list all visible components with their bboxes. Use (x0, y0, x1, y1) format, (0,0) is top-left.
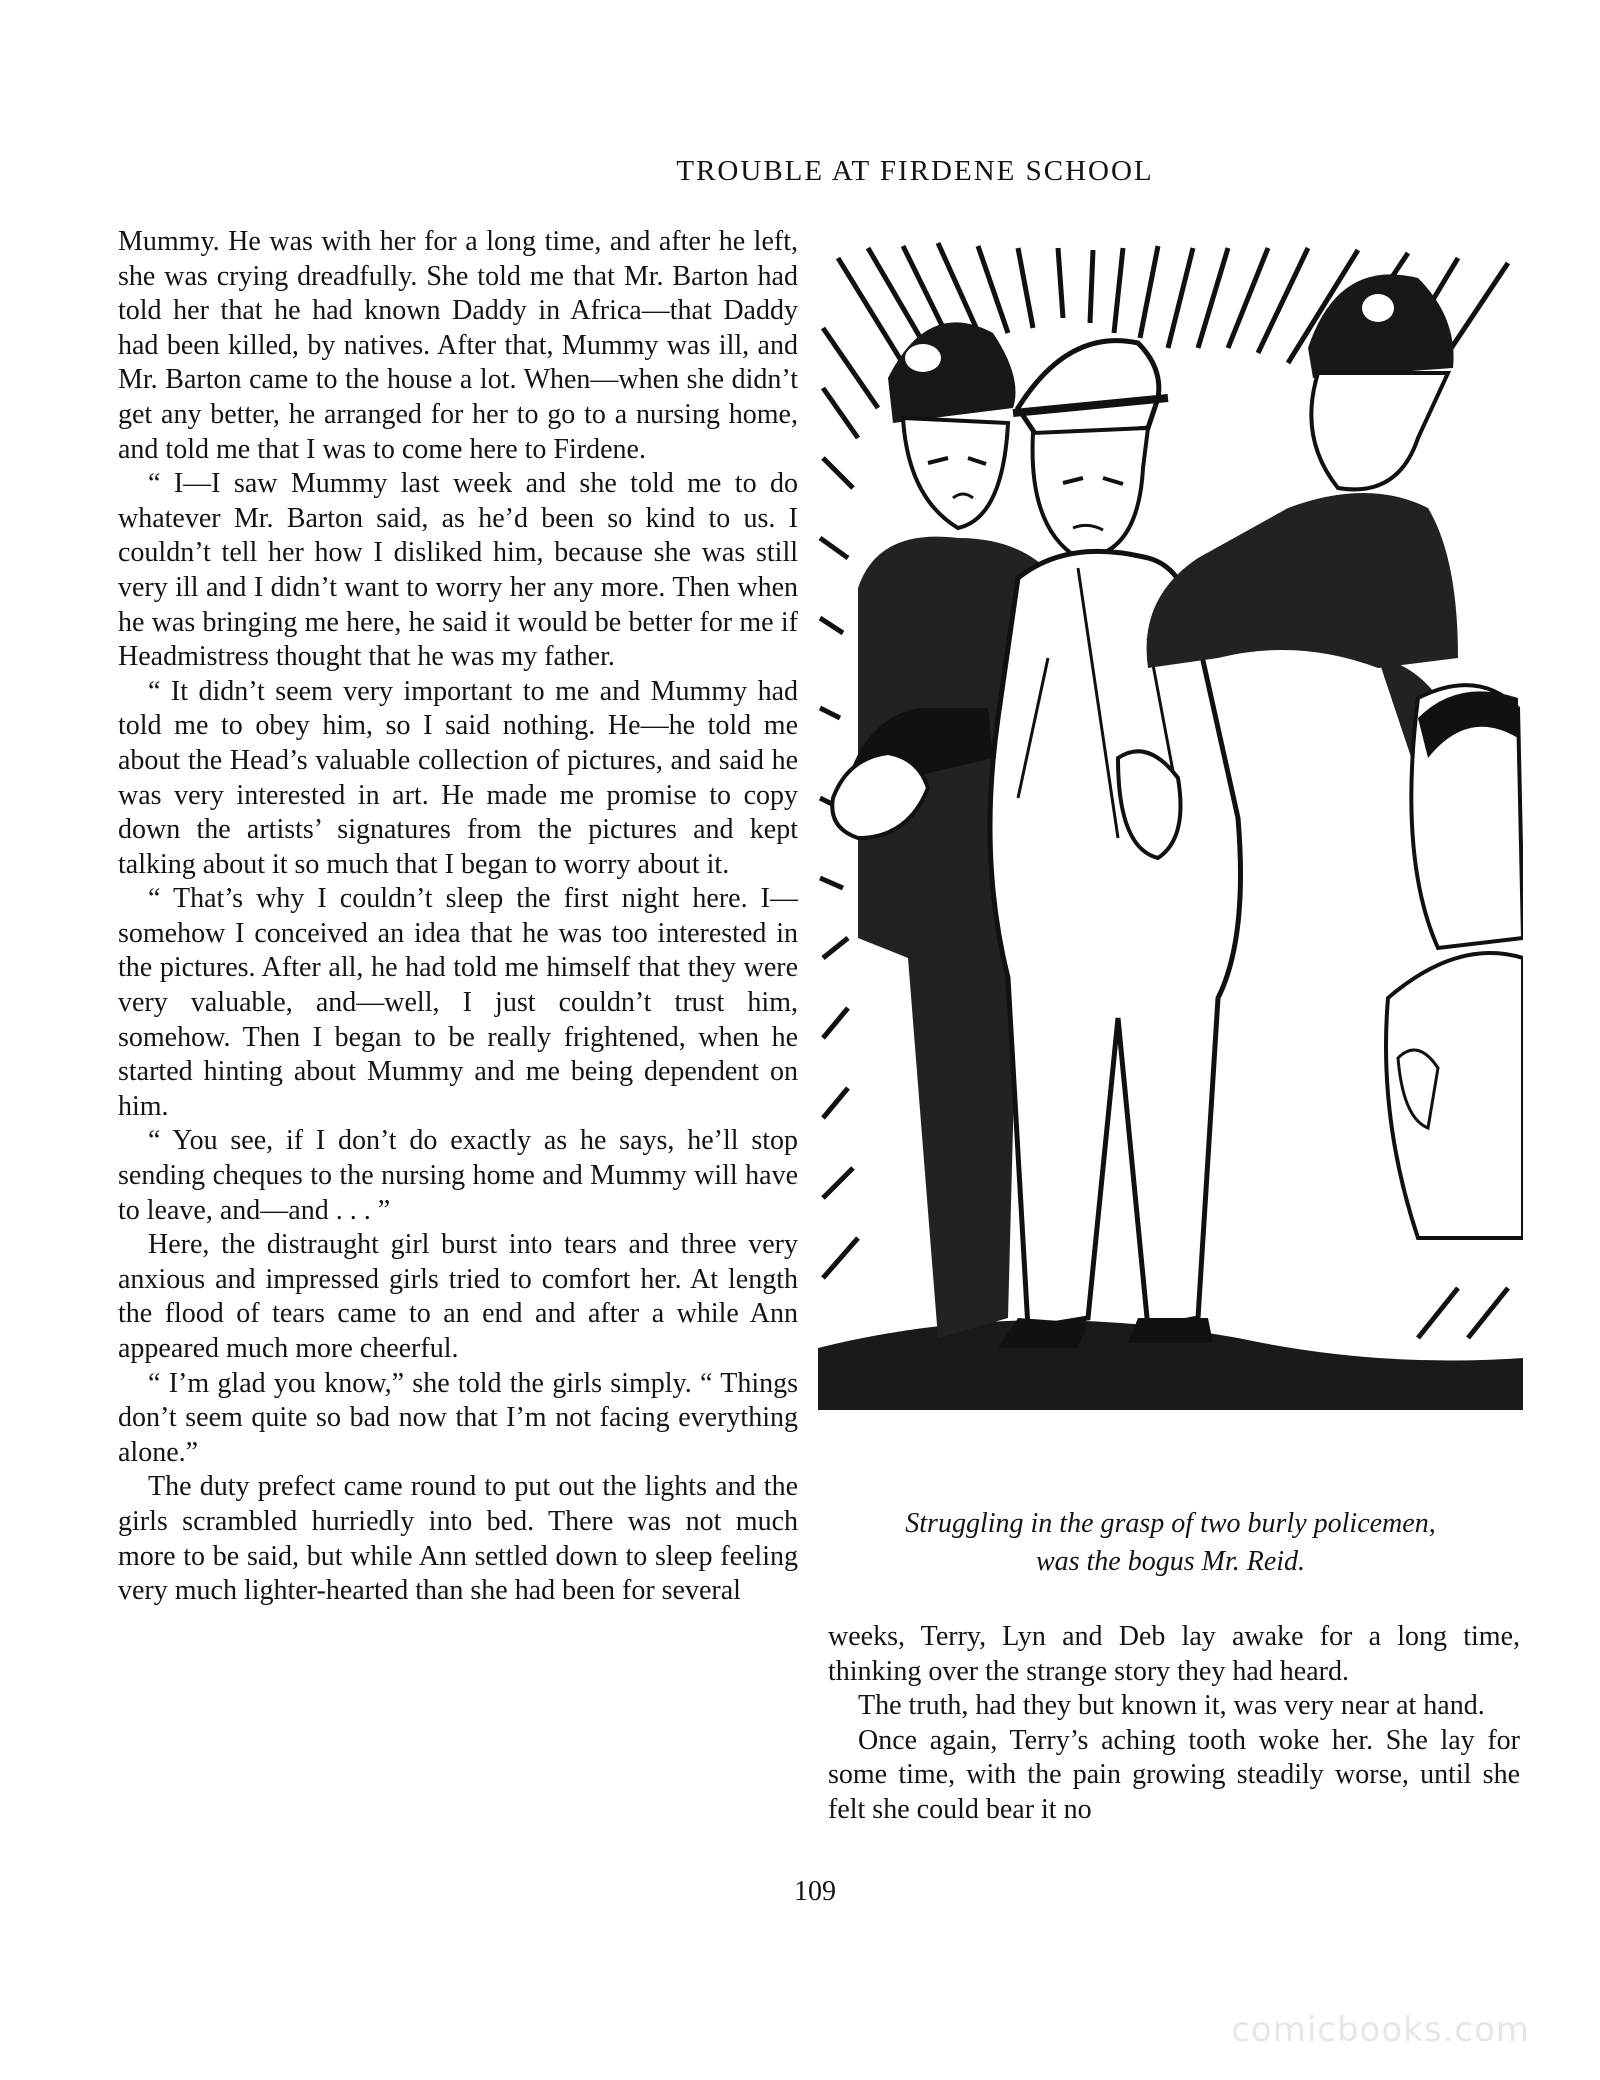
caption-line: Struggling in the grasp of two burly policemen, (905, 1508, 1436, 1539)
caption-line: was the bogus Mr. Reid. (1035, 1546, 1306, 1577)
illustration-drawing (818, 238, 1523, 1410)
paragraph: The truth, had they but known it, was very near at hand. (858, 1690, 1485, 1722)
running-title: TROUBLE AT FIRDENE SCHOOL (676, 155, 1154, 187)
watermark: comicbooks.com (1231, 2010, 1530, 2050)
suspect (990, 341, 1241, 1348)
paragraph: The duty prefect came round to put out the lights and the girls scrambled hurriedly into bed. There was not much more to be said, but while Ann settled down to sleep feeling very much lighter-hearted than she had been for several (118, 1471, 798, 1607)
girl (1386, 685, 1523, 1238)
paragraph: “ You see, if I don’t do exactly as he says, he’ll stop sending cheques to the nursing home and Mummy will have to leave, and—and . . . ” (118, 1125, 798, 1226)
right-text-column (828, 1620, 1520, 1828)
paragraph: “ It didn’t seem very important to me and Mummy had told me to obey him, so I said nothing. He—he told me about the Head’s valuable collection of pictures, and said he was very interested in art. He made me promise to copy down the artists’ signatures from the pictures and kept talking about it so much that I began to worry about it. (118, 675, 798, 880)
paragraph: weeks, Terry, Lyn and Deb lay awake for a long time, thinking over the strange story they had heard. (828, 1621, 1520, 1687)
paragraph: Mummy. He was with her for a long time, and after he left, she was crying dreadfully. She told me that Mr. Barton had told her that he had known Daddy in Africa—that Daddy had been killed, by natives. After that, Mummy was ill, and Mr. Barton came to the house a lot. When—when she didn’t get any better, he arranged for her to go to a nursing home, and told me that I was to come here to Firdene. (118, 226, 798, 465)
paragraph: Once again, Terry’s aching tooth woke her. She lay for some time, with the pain growing steadily worse, until she felt she could bear it no (828, 1724, 1520, 1825)
illustration-caption (818, 1505, 1523, 1581)
paragraph: “ That’s why I couldn’t sleep the first night here. I—somehow I conceived an idea that he was too interested in the pictures. After all, he had told me himself that they were very valuable, and—well, I just couldn’t trust him, somehow. Then I began to be really frightened, when he started hinting about Mummy and me being dependent on him. (118, 883, 798, 1122)
paragraph: “ I—I saw Mummy last week and she told me to do whatever Mr. Barton said, as he’d been so kind to us. I couldn’t tell her how I disliked him, because she was still very ill and I didn’t want to worry her any more. Then when he was bringing me here, he said it would be better for me if Headmistress thought that he was my father. (118, 468, 798, 673)
left-text-column (118, 225, 798, 1609)
paragraph: Here, the distraught girl burst into tears and three very anxious and impressed girls tried to comfort her. At length the flood of tears came to an end and after a while Ann appeared much more cheerful. (118, 1229, 798, 1364)
paragraph: “ I’m glad you know,” she told the girls simply. “ Things don’t seem quite so bad now that I’m not facing everything alone.” (118, 1367, 798, 1468)
policemen-illustration (818, 238, 1523, 1410)
page-number: 109 (794, 1876, 836, 1907)
